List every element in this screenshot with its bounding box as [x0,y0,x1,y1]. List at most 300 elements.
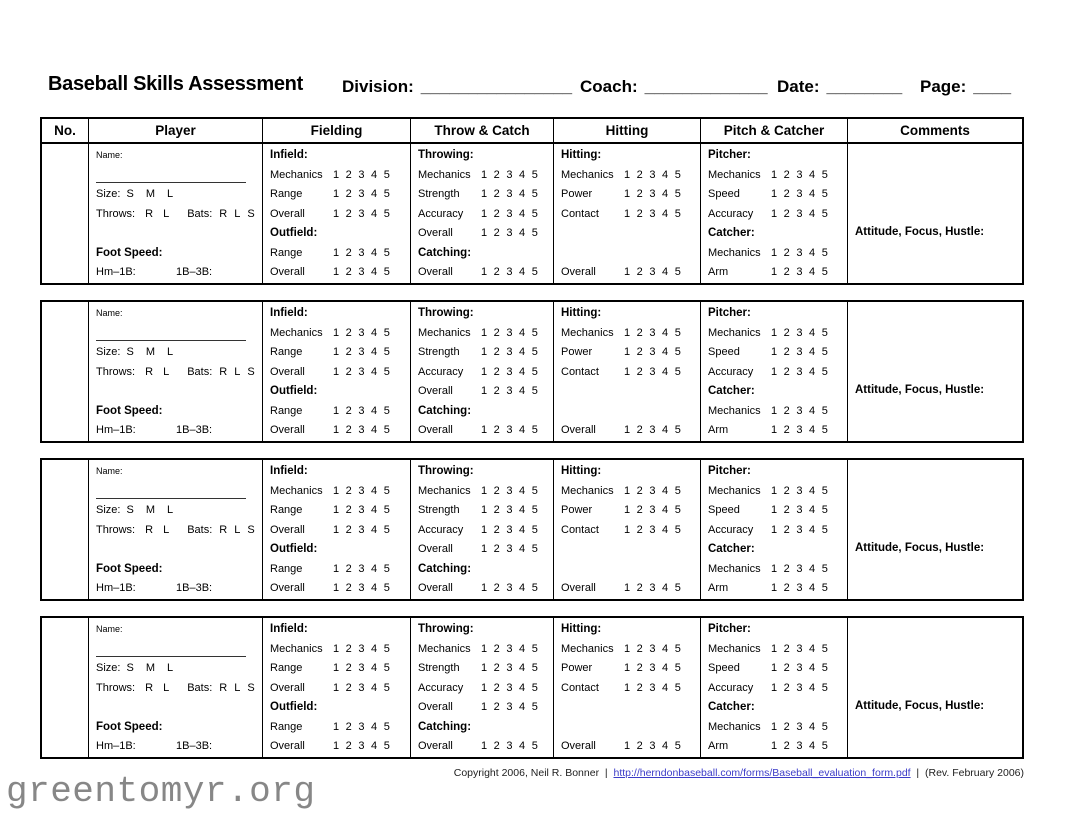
rating-label: Overall [418,266,453,279]
pitcher-speed-row [708,501,847,521]
throws-label: Throws: [96,365,136,378]
hitting-overall-row [561,263,700,283]
throwing-overall-row [418,382,553,402]
hitting-power-row [561,501,700,521]
rating-label: Overall [418,385,453,398]
rating-label: Overall [270,365,305,378]
foot-speed-line [96,737,262,757]
rating-label: Overall [418,701,453,714]
bats-option-l: L [234,681,241,694]
rating-label: Mechanics [708,168,761,181]
size-line [96,185,262,205]
spacer-line [96,540,262,560]
catching-header: Catching: [418,246,472,259]
comments-cell [847,302,1022,441]
rating-scale: 1 2 3 4 5 [333,326,390,339]
rating-label: Speed [708,188,740,201]
footer [454,767,1024,779]
rating-scale: 1 2 3 4 5 [771,207,828,220]
rating-scale: 1 2 3 4 5 [624,346,681,359]
rating-label: Mechanics [708,326,761,339]
hitting-overall-row [561,579,700,599]
outfield-overall-row [270,263,410,283]
pitcher-header: Pitcher: [708,623,751,635]
rating-scale: 1 2 3 4 5 [624,266,681,279]
col-header-fielding: Fielding [262,119,410,142]
hitting-contact-row [561,521,700,541]
throwing-header: Throwing: [418,623,474,635]
bats-label: Bats: [187,523,213,536]
throws-bats-line [96,521,262,541]
rating-scale: 1 2 3 4 5 [624,582,681,595]
throws-option-l: L [163,365,170,378]
rating-label: Speed [708,662,740,675]
rating-label: Overall [270,740,305,753]
rating-label: Mechanics [270,168,323,181]
rating-scale: 1 2 3 4 5 [333,642,390,655]
rating-label: Accuracy [418,207,464,220]
division-label: Division: [342,77,414,96]
rating-label: Mechanics [270,326,323,339]
rating-scale: 1 2 3 4 5 [771,365,828,378]
hitting-cell [553,618,700,757]
rating-label: Range [270,662,303,675]
throws-option-r: R [145,365,154,378]
home-to-first-label: Hm–1B: [96,266,136,279]
catcher-mechanics-row [708,402,847,422]
size-label: Size: [96,188,121,201]
rating-label: Strength [418,346,460,359]
rating-scale: 1 2 3 4 5 [624,424,681,437]
pitcher-speed-row [708,343,847,363]
rating-scale: 1 2 3 4 5 [481,326,538,339]
rating-scale: 1 2 3 4 5 [333,523,390,536]
rating-scale: 1 2 3 4 5 [771,523,828,536]
hitting-mechanics-row [561,482,700,502]
catching-overall-row [418,421,553,441]
size-option-m: M [145,662,155,675]
spacer-line [561,382,700,402]
rating-label: Accuracy [708,681,754,694]
throwing-strength-row [418,343,553,363]
col-header-hitting: Hitting [553,119,700,142]
home-to-first-label: Hm–1B: [96,424,136,437]
comments-cell [847,618,1022,757]
rating-label: Overall [418,543,453,556]
spacer-line [561,540,700,560]
throw-catch-cell [410,302,553,441]
rating-scale: 1 2 3 4 5 [771,188,828,201]
pitcher-accuracy-row [708,363,847,383]
rating-label: Arm [708,266,729,279]
rating-scale: 1 2 3 4 5 [333,424,390,437]
rating-label: Arm [708,740,729,753]
size-line [96,501,262,521]
date-blank: ________ [826,77,903,96]
name-label: Name: [96,624,123,634]
spacer-line [561,718,700,738]
bats-option-r: R [219,207,228,220]
size-option-l: L [166,504,174,517]
throwing-accuracy-row [418,679,553,699]
rating-label: Mechanics [561,484,614,497]
name-label: Name: [96,308,123,318]
first-to-third-label: 1B–3B: [176,424,213,437]
rating-label: Mechanics [708,484,761,497]
catcher-arm-row [708,737,847,757]
throws-option-r: R [145,681,154,694]
rating-label: Mechanics [561,168,614,181]
rating-label: Accuracy [708,207,754,220]
hitting-overall-row [561,737,700,757]
foot-speed-line [96,263,262,283]
home-to-first-label: Hm–1B: [96,582,136,595]
throwing-header: Throwing: [418,307,474,319]
size-label: Size: [96,346,121,359]
catcher-mechanics-row [708,718,847,738]
rating-scale: 1 2 3 4 5 [624,681,681,694]
throws-option-l: L [163,207,170,220]
rating-label: Overall [418,424,453,437]
rating-scale: 1 2 3 4 5 [333,346,390,359]
rating-scale: 1 2 3 4 5 [333,484,390,497]
rating-label: Overall [561,740,596,753]
rating-scale: 1 2 3 4 5 [481,681,538,694]
infield-overall-row [270,679,410,699]
first-to-third-label: 1B–3B: [176,740,213,753]
size-option-s: S [126,188,134,201]
pitch-catcher-cell [700,144,847,283]
rating-label: Overall [270,523,305,536]
rating-label: Speed [708,504,740,517]
infield-range-row [270,343,410,363]
rating-label: Range [270,188,303,201]
rating-scale: 1 2 3 4 5 [481,582,538,595]
rating-label: Mechanics [270,484,323,497]
rating-scale: 1 2 3 4 5 [771,266,828,279]
player-info-cell [88,618,262,757]
coach-blank: _____________ [644,77,768,96]
name-write-line [96,482,262,502]
throwing-accuracy-row [418,363,553,383]
bats-option-s: S [247,523,255,536]
rating-label: Power [561,346,593,359]
size-label: Size: [96,662,121,675]
throws-bats-line [96,679,262,699]
catcher-mechanics-row [708,560,847,580]
rating-scale: 1 2 3 4 5 [333,188,390,201]
outfield-range-row [270,718,410,738]
rating-scale: 1 2 3 4 5 [771,346,828,359]
rating-scale: 1 2 3 4 5 [481,740,538,753]
pitcher-mechanics-row [708,482,847,502]
pitcher-accuracy-row [708,521,847,541]
rating-scale: 1 2 3 4 5 [481,227,538,240]
pitcher-mechanics-row [708,324,847,344]
throws-option-r: R [145,207,154,220]
rating-label: Range [270,504,303,517]
outfield-header: Outfield: [270,701,318,714]
player-info-cell [88,302,262,441]
rating-label: Accuracy [708,365,754,378]
comments-note: Attitude, Focus, Hustle: [855,542,985,554]
rating-scale: 1 2 3 4 5 [481,346,538,359]
rating-scale: 1 2 3 4 5 [481,365,538,378]
rating-label: Overall [270,266,305,279]
size-line [96,659,262,679]
infield-mechanics-row [270,324,410,344]
bats-option-r: R [219,681,228,694]
rating-label: Contact [561,681,599,694]
player-assessment-block [40,300,1024,443]
size-option-m: M [145,346,155,359]
throwing-overall-row [418,540,553,560]
rating-label: Range [270,720,303,733]
throwing-header: Throwing: [418,465,474,477]
page-title: Baseball Skills Assessment [48,73,303,95]
rating-scale: 1 2 3 4 5 [481,642,538,655]
pitcher-header: Pitcher: [708,149,751,161]
rating-label: Contact [561,365,599,378]
infield-range-row [270,185,410,205]
infield-mechanics-row [270,166,410,186]
rating-label: Strength [418,504,460,517]
rating-scale: 1 2 3 4 5 [333,740,390,753]
rating-label: Mechanics [708,720,761,733]
col-header-no: No. [54,123,76,138]
bats-label: Bats: [187,365,213,378]
hitting-power-row [561,659,700,679]
rating-label: Speed [708,346,740,359]
rating-scale: 1 2 3 4 5 [481,701,538,714]
foot-speed-line [96,579,262,599]
rating-label: Arm [708,424,729,437]
page-number-blank: ____ [973,77,1012,96]
name-label: Name: [96,150,123,160]
throwing-strength-row [418,501,553,521]
rating-scale: 1 2 3 4 5 [771,681,828,694]
outfield-header: Outfield: [270,385,318,398]
throws-option-r: R [145,523,154,536]
infield-mechanics-row [270,482,410,502]
hitting-cell [553,302,700,441]
pitcher-speed-row [708,659,847,679]
rating-label: Mechanics [708,246,761,259]
throw-catch-cell [410,618,553,757]
pitch-catcher-cell [700,618,847,757]
player-number-cell [42,618,88,757]
revision-text: (Rev. February 2006) [924,767,1024,779]
pitch-catcher-cell [700,302,847,441]
size-option-m: M [145,504,155,517]
rating-scale: 1 2 3 4 5 [481,523,538,536]
catching-header: Catching: [418,562,472,575]
size-option-l: L [166,346,174,359]
rating-scale: 1 2 3 4 5 [771,504,828,517]
rating-label: Contact [561,207,599,220]
coach-label: Coach: [580,77,638,96]
catching-header: Catching: [418,404,472,417]
player-assessment-block [40,616,1024,759]
rating-scale: 1 2 3 4 5 [624,207,681,220]
bats-option-s: S [247,207,255,220]
rating-scale: 1 2 3 4 5 [624,523,681,536]
outfield-overall-row [270,579,410,599]
spacer-line [561,402,700,422]
rating-label: Overall [561,266,596,279]
rating-label: Overall [418,740,453,753]
col-header-player: Player [88,119,262,142]
first-to-third-label: 1B–3B: [176,582,213,595]
hitting-contact-row [561,363,700,383]
player-number-cell [42,460,88,599]
fielding-cell [262,144,410,283]
name-label: Name: [96,466,123,476]
rating-scale: 1 2 3 4 5 [624,168,681,181]
player-assessment-block [40,458,1024,601]
hitting-power-row [561,343,700,363]
throwing-mechanics-row [418,166,553,186]
size-option-l: L [166,662,174,675]
hitting-cell [553,460,700,599]
infield-overall-row [270,205,410,225]
rating-label: Mechanics [418,168,471,181]
spacer-line [561,560,700,580]
player-assessment-block [40,142,1024,285]
fielding-cell [262,302,410,441]
first-to-third-label: 1B–3B: [176,266,213,279]
bats-option-r: R [219,365,228,378]
rating-label: Overall [270,207,305,220]
rating-scale: 1 2 3 4 5 [333,168,390,181]
name-underline [96,324,246,341]
rating-label: Mechanics [270,642,323,655]
outfield-header: Outfield: [270,543,318,556]
spacer-line [561,244,700,264]
outfield-range-row [270,402,410,422]
date-label: Date: [777,77,820,96]
player-info-cell [88,460,262,599]
spacer-line [561,224,700,244]
rating-scale: 1 2 3 4 5 [771,740,828,753]
rating-scale: 1 2 3 4 5 [481,207,538,220]
rating-scale: 1 2 3 4 5 [624,326,681,339]
bats-option-l: L [234,523,241,536]
home-to-first-label: Hm–1B: [96,740,136,753]
form-url-link[interactable]: http://herndonbaseball.com/forms/Baseball_evaluation_form.pdf [613,767,911,779]
bats-option-l: L [234,207,241,220]
rating-scale: 1 2 3 4 5 [771,168,828,181]
rating-scale: 1 2 3 4 5 [771,424,828,437]
throwing-mechanics-row [418,482,553,502]
copyright-text: Copyright 2006, Neil R. Bonner [453,767,600,779]
outfield-header: Outfield: [270,227,318,240]
rating-scale: 1 2 3 4 5 [333,681,390,694]
table-header-row [40,117,1024,144]
foot-speed-label: Foot Speed: [96,720,163,733]
throw-catch-cell [410,460,553,599]
infield-mechanics-row [270,640,410,660]
rating-label: Overall [561,582,596,595]
rating-label: Accuracy [418,523,464,536]
rating-scale: 1 2 3 4 5 [481,662,538,675]
pitcher-header: Pitcher: [708,307,751,319]
rating-scale: 1 2 3 4 5 [771,484,828,497]
pitcher-mechanics-row [708,640,847,660]
hitting-header: Hitting: [561,465,602,477]
rating-label: Overall [270,681,305,694]
foot-speed-line [96,421,262,441]
catcher-header: Catcher: [708,227,755,240]
throws-label: Throws: [96,681,136,694]
spacer-line [96,224,262,244]
rating-scale: 1 2 3 4 5 [481,266,538,279]
rating-scale: 1 2 3 4 5 [624,662,681,675]
rating-label: Contact [561,523,599,536]
infield-range-row [270,501,410,521]
pitcher-accuracy-row [708,205,847,225]
rating-label: Mechanics [708,404,761,417]
rating-label: Range [270,562,303,575]
infield-overall-row [270,521,410,541]
pitcher-accuracy-row [708,679,847,699]
rating-label: Mechanics [708,562,761,575]
catcher-arm-row [708,263,847,283]
rating-scale: 1 2 3 4 5 [333,662,390,675]
rating-scale: 1 2 3 4 5 [333,582,390,595]
outfield-range-row [270,560,410,580]
assessment-table [40,117,1024,759]
rating-label: Mechanics [561,326,614,339]
throwing-overall-row [418,224,553,244]
pitch-catcher-cell [700,460,847,599]
rating-scale: 1 2 3 4 5 [624,365,681,378]
rating-scale: 1 2 3 4 5 [333,207,390,220]
catching-overall-row [418,737,553,757]
comments-note: Attitude, Focus, Hustle: [855,700,985,712]
rating-label: Accuracy [418,681,464,694]
size-line [96,343,262,363]
size-label: Size: [96,504,121,517]
footer-separator: | [599,767,614,779]
throws-label: Throws: [96,207,136,220]
rating-scale: 1 2 3 4 5 [771,642,828,655]
size-option-s: S [126,662,134,675]
bats-option-s: S [247,365,255,378]
rating-scale: 1 2 3 4 5 [481,385,538,398]
rating-scale: 1 2 3 4 5 [771,404,828,417]
comments-note: Attitude, Focus, Hustle: [855,384,985,396]
catching-overall-row [418,263,553,283]
player-info-cell [88,144,262,283]
player-number-cell [42,144,88,283]
rating-label: Mechanics [418,642,471,655]
infield-overall-row [270,363,410,383]
rating-scale: 1 2 3 4 5 [333,720,390,733]
name-write-line [96,166,262,186]
fielding-cell [262,618,410,757]
rating-label: Strength [418,188,460,201]
hitting-contact-row [561,679,700,699]
foot-speed-label: Foot Speed: [96,562,163,575]
page-number-field [920,77,1011,97]
player-number-cell [42,302,88,441]
rating-scale: 1 2 3 4 5 [624,484,681,497]
size-option-l: L [166,188,174,201]
catcher-header: Catcher: [708,543,755,556]
pitcher-mechanics-row [708,166,847,186]
col-header-pitch-catcher: Pitch & Catcher [700,119,847,142]
